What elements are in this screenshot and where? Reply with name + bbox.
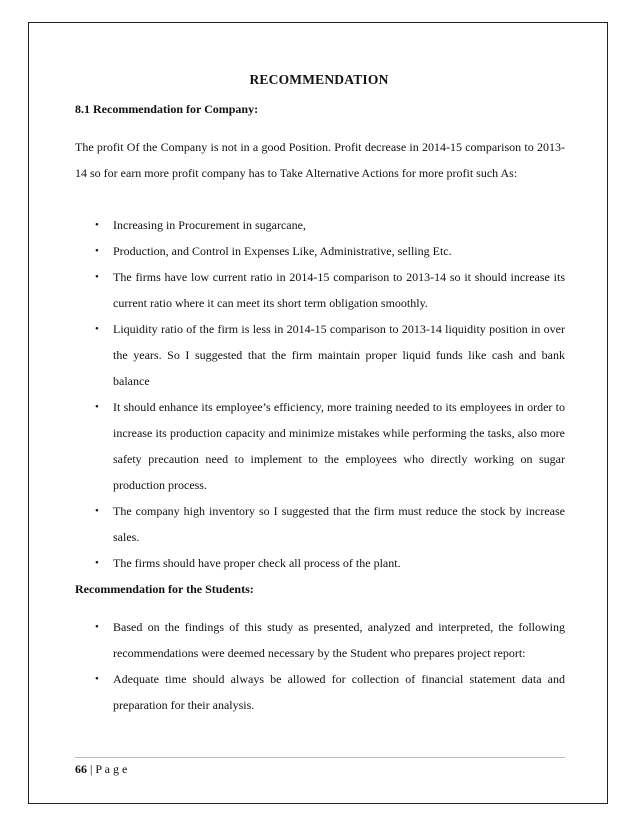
- footer-separator: |: [87, 762, 96, 776]
- page-footer: [75, 762, 127, 777]
- list-item: • Increasing in Procurement in sugarcane,: [75, 212, 565, 238]
- page-title: RECOMMENDATION: [249, 72, 389, 87]
- section-heading-students: Recommendation for the Students:: [75, 582, 254, 596]
- bullet-icon: •: [95, 401, 99, 413]
- bullet-icon: •: [95, 219, 99, 231]
- bullet-icon: •: [95, 673, 99, 685]
- bullet-icon: •: [95, 505, 99, 517]
- list-item: • The company high inventory so I suggested that the firm must reduce the stock by increase sales.: [75, 498, 565, 550]
- bullet-icon: •: [95, 621, 99, 633]
- bullet-icon: •: [95, 245, 99, 257]
- bullet-icon: •: [95, 323, 99, 335]
- list-item: • Liquidity ratio of the firm is less in 2014-15 comparison to 2013-14 liquidity position in over the years. So I suggested that the firm maintain proper liquid funds like cash and bank balance: [75, 316, 565, 394]
- list-item: • Production, and Control in Expenses Like, Administrative, selling Etc.: [75, 238, 565, 264]
- list-item: • The firms have low current ratio in 2014-15 comparison to 2013-14 so it should increase its current ratio where it can meet its short term obligation smoothly.: [75, 264, 565, 316]
- student-recommendation-list: [75, 614, 565, 718]
- page-label: P a g e: [95, 762, 128, 776]
- bullet-icon: •: [95, 557, 99, 569]
- bullet-icon: •: [95, 271, 99, 283]
- company-recommendation-list: [75, 212, 565, 576]
- list-item: • Based on the findings of this study as presented, analyzed and interpreted, the following recommendations were deemed necessary by the Student who prepares project report:: [75, 614, 565, 666]
- list-item: • The firms should have proper check all process of the plant.: [75, 550, 565, 576]
- footer-divider: [75, 757, 565, 758]
- section-heading-company: 8.1 Recommendation for Company:: [75, 102, 259, 116]
- intro-paragraph: The profit Of the Company is not in a good Position. Profit decrease in 2014-15 comparison to 2013-14 so for earn more profit company has to Take Alternative Actions for more profit such As:: [75, 140, 565, 180]
- page-number: 66: [75, 762, 87, 776]
- list-item: • It should enhance its employee’s efficiency, more training needed to its employees in order to increase its production capacity and minimize mistakes while performing the tasks, also more safety precaution need to implement to the employees who directly working on sugar production process.: [75, 394, 565, 498]
- list-item: • Adequate time should always be allowed for collection of financial statement data and preparation for their analysis.: [75, 666, 565, 718]
